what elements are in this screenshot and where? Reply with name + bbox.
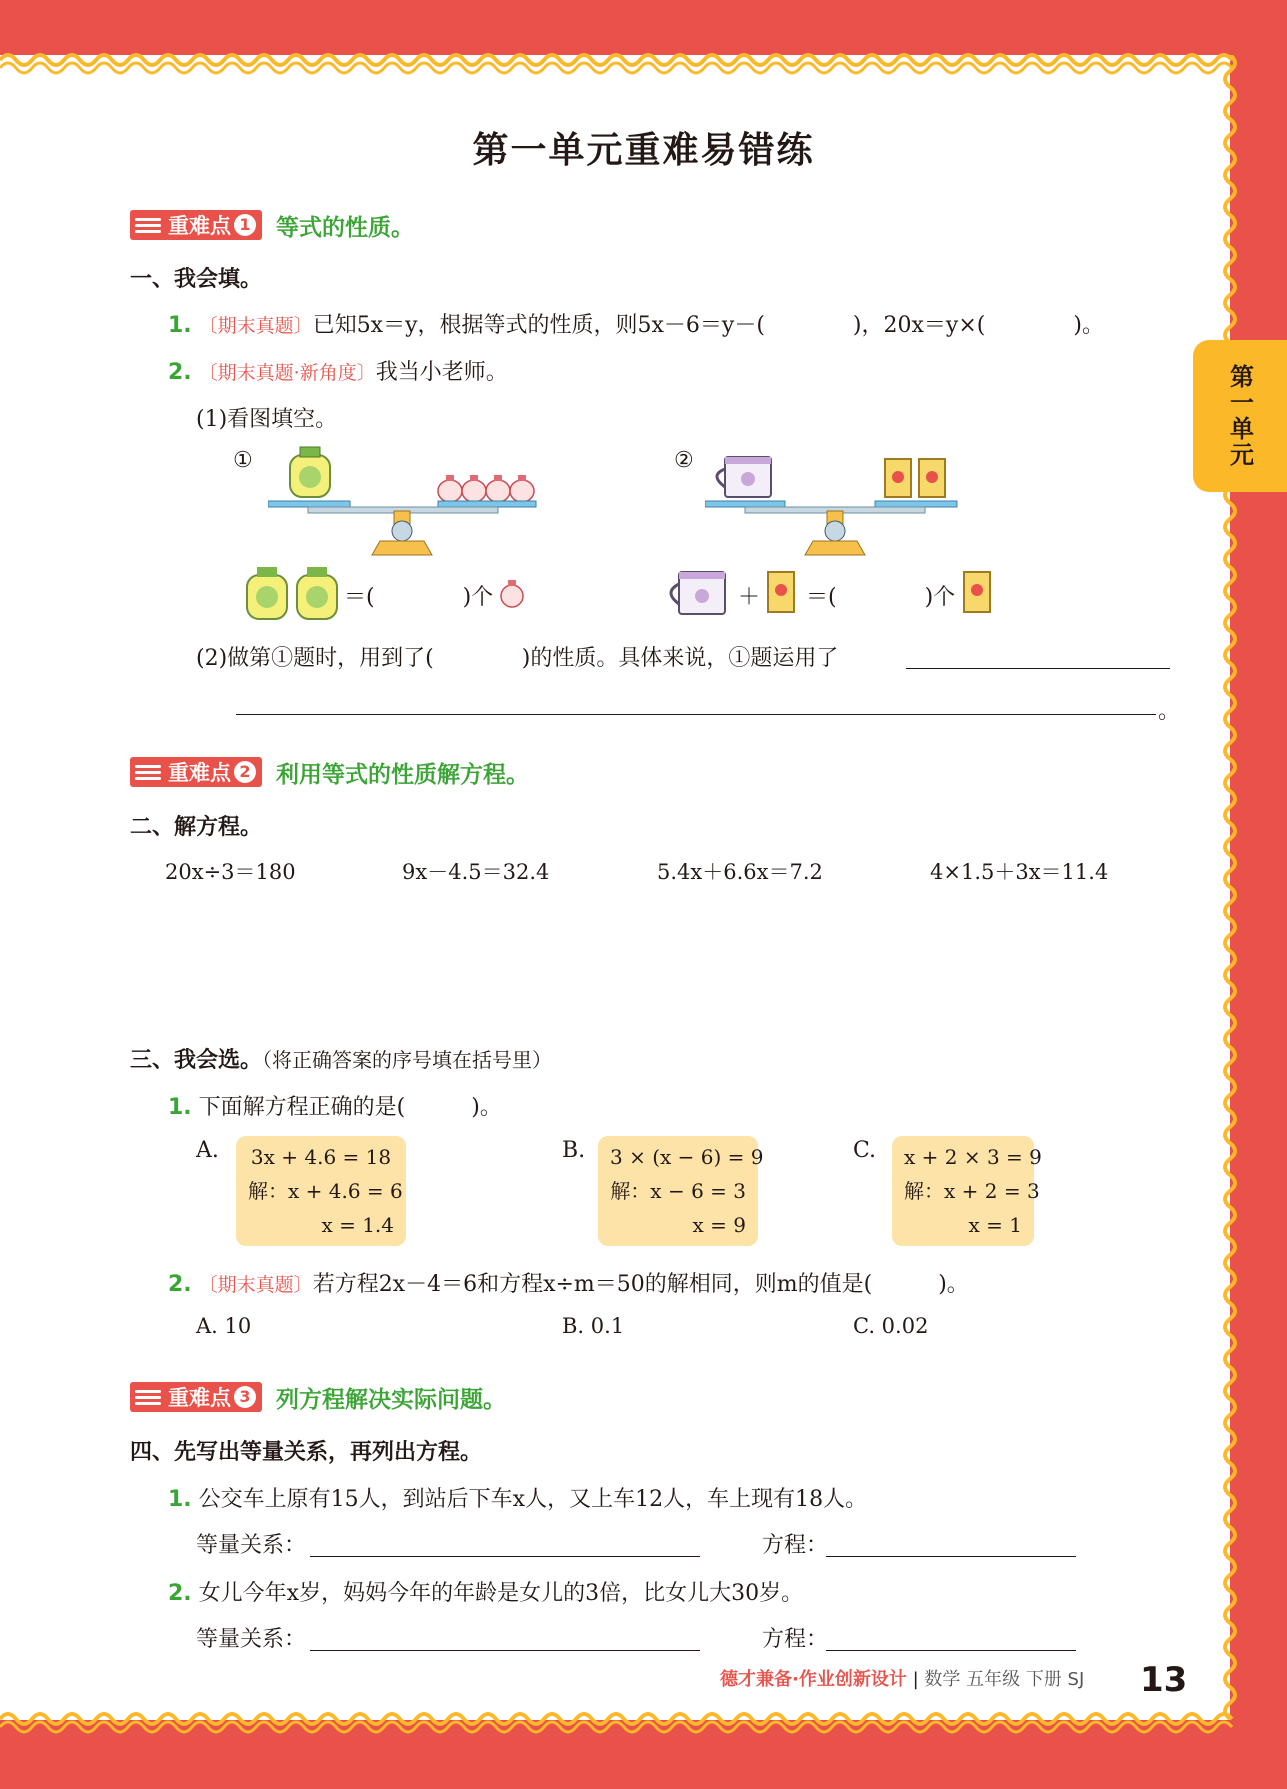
question-number: 1. (168, 1487, 192, 1512)
cup-icon (764, 568, 798, 618)
top-wave-border (0, 40, 1240, 80)
option-line: x = 9 (692, 1213, 746, 1237)
question-4-1 (168, 1482, 867, 1513)
question-text: 女儿今年x岁，妈妈今年的年龄是女儿的3倍，比女儿大30岁。 (198, 1581, 804, 1606)
key-point-number: 2 (234, 761, 256, 783)
footer (720, 1665, 1084, 1691)
key-point-topic: 利用等式的性质解方程。 (276, 761, 529, 788)
question-text: 若方程2x－4＝6和方程x÷m＝50的解相同，则m的值是( )。 (312, 1272, 969, 1297)
section-heading-note: （将正确答案的序号填在括号里） (262, 1048, 553, 1072)
relation-label: 等量关系： (196, 1627, 307, 1652)
section-heading-4: 四、先写出等量关系，再列出方程。 (130, 1440, 483, 1465)
equation-1: 20x÷3＝180 (165, 860, 296, 884)
question-text: 下面解方程正确的是( )。 (198, 1095, 502, 1120)
equation-answer-line[interactable] (826, 1650, 1076, 1651)
question-tag: 〔期末真题〕 (198, 1274, 313, 1296)
footer-brand: 德才兼备·作业创新设计 (720, 1669, 907, 1690)
figure-2-equation: ＝( )个 (806, 585, 956, 610)
figure-2-label: ② (674, 448, 694, 473)
key-point-label: 重难点 (168, 214, 231, 238)
question-1-1 (168, 308, 1104, 339)
question-4-2 (168, 1576, 803, 1607)
answer-line[interactable] (236, 714, 1156, 715)
equation-4: 4×1.5＋3x＝11.4 (930, 860, 1109, 884)
key-point-topic: 列方程解决实际问题。 (276, 1386, 506, 1413)
option-a-box[interactable] (236, 1136, 406, 1246)
right-wave-border (1210, 55, 1250, 1720)
key-point-label: 重难点 (168, 761, 231, 785)
question-number: 2. (168, 1272, 192, 1297)
key-point-badge-2 (130, 757, 529, 787)
option-line: 3x + 4.6 = 18 (250, 1145, 392, 1169)
key-point-badge-1 (130, 210, 414, 240)
section-heading-3 (130, 1043, 552, 1074)
question-1-2 (168, 355, 508, 386)
figure-1-label: ① (233, 448, 253, 473)
question-tag: 〔期末真题·新角度〕 (198, 362, 376, 384)
section-heading-1: 一、我会填。 (130, 267, 263, 292)
relation-label: 等量关系： (196, 1533, 307, 1558)
equation-3: 5.4x＋6.6x＝7.2 (657, 860, 823, 884)
mug-icon (665, 568, 731, 618)
option-line: x = 1 (968, 1213, 1022, 1237)
option-b-letter[interactable]: B. (562, 1138, 586, 1163)
footer-separator: | (912, 1669, 919, 1690)
balance-scale-1-image (268, 445, 538, 557)
question-number: 1. (168, 313, 192, 338)
question-tag: 〔期末真题〕 (198, 315, 313, 337)
key-point-topic: 等式的性质。 (276, 214, 414, 241)
ball-icon (498, 574, 526, 610)
question-3-1 (168, 1090, 502, 1121)
equation-label: 方程： (762, 1627, 829, 1652)
key-point-number: 1 (234, 214, 256, 236)
page-number: 13 (1140, 1660, 1188, 1700)
two-bottles-icon (243, 563, 343, 621)
figure-1-equation: ＝( )个 (344, 585, 494, 610)
bottom-wave-border (0, 1705, 1240, 1745)
wave-stripes-icon (130, 1382, 166, 1412)
question-number: 2. (168, 360, 192, 385)
question-number: 2. (168, 1581, 192, 1606)
period-mark: 。 (1158, 699, 1181, 724)
question-text: 公交车上原有15人，到站后下车x人，又上车12人，车上现有18人。 (198, 1487, 868, 1512)
option-line: 3 × (x − 6) = 9 (610, 1145, 764, 1169)
key-point-label: 重难点 (168, 1386, 231, 1410)
question-number: 1. (168, 1095, 192, 1120)
option-b-box[interactable] (598, 1136, 764, 1246)
balance-scale-2-image (705, 445, 960, 557)
page-title: 第一单元重难易错练 (472, 130, 815, 171)
footer-info: 数学 五年级 下册 SJ (924, 1669, 1085, 1690)
equation-label: 方程： (762, 1533, 829, 1558)
subquestion-2: (2)做第①题时，用到了( )的性质。具体来说，①题运用了 (196, 646, 839, 671)
option-line: x = 1.4 (321, 1213, 394, 1237)
equation-answer-line[interactable] (826, 1556, 1076, 1557)
question-text: 我当小老师。 (375, 360, 508, 385)
question-text: 已知5x＝y，根据等式的性质，则5x－6＝y－( )，20x＝y×( )。 (312, 313, 1104, 338)
plus-sign: ＋ (738, 585, 761, 610)
equation-2: 9x－4.5＝32.4 (402, 860, 550, 884)
subquestion-1: (1)看图填空。 (196, 407, 338, 432)
section-heading-2: 二、解方程。 (130, 815, 263, 840)
relation-answer-line[interactable] (310, 1650, 700, 1651)
option-line: x + 2 × 3 = 9 (904, 1145, 1042, 1169)
page-sheet (0, 55, 1230, 1720)
unit-side-tab[interactable]: 第一单元 (1193, 340, 1287, 492)
option-line: 解：x − 6 = 3 (610, 1179, 746, 1203)
key-point-badge-3 (130, 1382, 506, 1412)
key-point-number: 3 (234, 1386, 256, 1408)
option-line: 解：x + 2 = 3 (904, 1179, 1040, 1203)
section-heading-text: 三、我会选。 (130, 1048, 263, 1073)
wave-stripes-icon (130, 210, 166, 240)
relation-answer-line[interactable] (310, 1556, 700, 1557)
question-3-2 (168, 1267, 969, 1298)
cup-icon (960, 568, 994, 618)
wave-stripes-icon (130, 757, 166, 787)
option-line: 解：x + 4.6 = 6 (248, 1179, 403, 1203)
choice-a[interactable]: A. 10 (196, 1314, 252, 1338)
choice-c[interactable]: C. 0.02 (853, 1314, 929, 1338)
answer-line[interactable] (906, 668, 1170, 669)
option-a-letter[interactable]: A. (196, 1138, 219, 1163)
choice-b[interactable]: B. 0.1 (562, 1314, 625, 1338)
option-c-box[interactable] (892, 1136, 1042, 1246)
option-c-letter[interactable]: C. (853, 1138, 877, 1163)
